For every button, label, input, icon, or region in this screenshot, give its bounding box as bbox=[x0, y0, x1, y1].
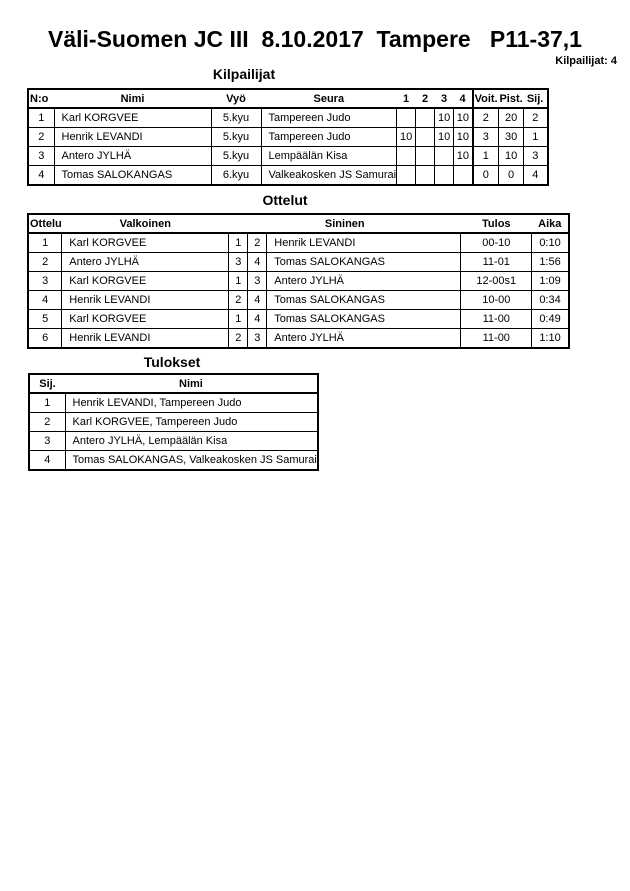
cell-belt: 5.kyu bbox=[211, 147, 261, 166]
cell-club: Lempäälän Kisa bbox=[261, 147, 397, 166]
results-section-title: Tulokset bbox=[143, 354, 201, 370]
cell-club: Tampereen Judo bbox=[261, 128, 397, 147]
result-row bbox=[29, 451, 318, 471]
cell-wins: 3 bbox=[473, 128, 499, 147]
cell-no: 1 bbox=[28, 108, 54, 128]
cell-round-1 bbox=[397, 108, 416, 128]
cell-result: 00-10 bbox=[461, 233, 532, 253]
result-row bbox=[29, 432, 318, 451]
cell-place: 4 bbox=[524, 166, 548, 186]
header-round-2: 2 bbox=[416, 89, 435, 108]
cell-blue-name: Antero JYLHÄ bbox=[267, 329, 461, 349]
cell-result: 11-00 bbox=[461, 329, 532, 349]
cell-name: Henrik LEVANDI, Tampereen Judo bbox=[65, 393, 318, 413]
cell-blue-name: Antero JYLHÄ bbox=[267, 272, 461, 291]
header-wins: Voit. bbox=[473, 89, 499, 108]
cell-round-2 bbox=[416, 128, 435, 147]
header-time: Aika bbox=[532, 214, 569, 233]
cell-white-name: Karl KORGVEE bbox=[62, 310, 229, 329]
cell-round-1 bbox=[397, 166, 416, 186]
cell-match-no: 6 bbox=[28, 329, 62, 349]
header-name: Nimi bbox=[65, 374, 318, 393]
cell-white-name: Karl KORGVEE bbox=[62, 272, 229, 291]
cell-no: 3 bbox=[28, 147, 54, 166]
match-row bbox=[28, 272, 569, 291]
cell-blue-name: Henrik LEVANDI bbox=[267, 233, 461, 253]
cell-white-name: Antero JYLHÄ bbox=[62, 253, 229, 272]
cell-wins: 2 bbox=[473, 108, 499, 128]
cell-points: 10 bbox=[499, 147, 524, 166]
cell-place: 3 bbox=[524, 147, 548, 166]
cell-white-name: Karl KORGVEE bbox=[62, 233, 229, 253]
cell-wins: 0 bbox=[473, 166, 499, 186]
matches-header-row bbox=[28, 214, 569, 233]
cell-round-2 bbox=[416, 147, 435, 166]
cell-white-name: Henrik LEVANDI bbox=[62, 329, 229, 349]
cell-time: 1:09 bbox=[532, 272, 569, 291]
cell-white-no: 1 bbox=[229, 310, 248, 329]
cell-wins: 1 bbox=[473, 147, 499, 166]
cell-blue-no: 3 bbox=[248, 272, 267, 291]
cell-belt: 5.kyu bbox=[211, 128, 261, 147]
cell-name: Henrik LEVANDI bbox=[54, 128, 211, 147]
cell-match-no: 4 bbox=[28, 291, 62, 310]
cell-match-no: 5 bbox=[28, 310, 62, 329]
cell-white-no: 1 bbox=[229, 272, 248, 291]
cell-blue-no: 4 bbox=[248, 310, 267, 329]
header-blue: Sininen bbox=[229, 214, 461, 233]
cell-white-no: 1 bbox=[229, 233, 248, 253]
header-no: N:o bbox=[28, 89, 54, 108]
match-row bbox=[28, 233, 569, 253]
cell-name: Tomas SALOKANGAS, Valkeakosken JS Samurai bbox=[65, 451, 318, 471]
cell-belt: 5.kyu bbox=[211, 108, 261, 128]
cell-round-1: 10 bbox=[397, 128, 416, 147]
cell-time: 1:10 bbox=[532, 329, 569, 349]
cell-round-1 bbox=[397, 147, 416, 166]
cell-time: 0:34 bbox=[532, 291, 569, 310]
match-row bbox=[28, 329, 569, 349]
cell-place: 3 bbox=[29, 432, 65, 451]
cell-points: 20 bbox=[499, 108, 524, 128]
cell-white-no: 3 bbox=[229, 253, 248, 272]
header-round-1: 1 bbox=[397, 89, 416, 108]
header-name: Nimi bbox=[54, 89, 211, 108]
competitor-row bbox=[28, 147, 548, 166]
cell-place: 2 bbox=[524, 108, 548, 128]
competitors-table bbox=[27, 88, 549, 186]
cell-points: 0 bbox=[499, 166, 524, 186]
competitor-row bbox=[28, 166, 548, 186]
cell-place: 2 bbox=[29, 413, 65, 432]
cell-match-no: 3 bbox=[28, 272, 62, 291]
cell-no: 4 bbox=[28, 166, 54, 186]
cell-belt: 6.kyu bbox=[211, 166, 261, 186]
header-round-4: 4 bbox=[454, 89, 473, 108]
cell-blue-name: Tomas SALOKANGAS bbox=[267, 253, 461, 272]
cell-round-4: 10 bbox=[454, 128, 473, 147]
cell-time: 1:56 bbox=[532, 253, 569, 272]
cell-name: Karl KORGVEE, Tampereen Judo bbox=[65, 413, 318, 432]
header-result: Tulos bbox=[461, 214, 532, 233]
page-title: Väli-Suomen JC III 8.10.2017 Tampere P11-37,1 bbox=[48, 26, 582, 52]
competitors-header-row bbox=[28, 89, 548, 108]
cell-match-no: 2 bbox=[28, 253, 62, 272]
header-club: Seura bbox=[261, 89, 397, 108]
header-match: Ottelu bbox=[28, 214, 62, 233]
matches-section-title: Ottelut bbox=[262, 192, 308, 208]
cell-blue-no: 4 bbox=[248, 291, 267, 310]
cell-blue-name: Tomas SALOKANGAS bbox=[267, 310, 461, 329]
cell-match-no: 1 bbox=[28, 233, 62, 253]
cell-result: 12-00s1 bbox=[461, 272, 532, 291]
cell-name: Tomas SALOKANGAS bbox=[54, 166, 211, 186]
header-belt: Vyö bbox=[211, 89, 261, 108]
cell-no: 2 bbox=[28, 128, 54, 147]
header-points: Pist. bbox=[499, 89, 524, 108]
cell-round-3 bbox=[435, 147, 454, 166]
cell-place: 1 bbox=[524, 128, 548, 147]
cell-round-4: 10 bbox=[454, 147, 473, 166]
competitor-row bbox=[28, 128, 548, 147]
cell-name: Antero JYLHÄ, Lempäälän Kisa bbox=[65, 432, 318, 451]
cell-blue-no: 4 bbox=[248, 253, 267, 272]
cell-time: 0:49 bbox=[532, 310, 569, 329]
cell-blue-no: 3 bbox=[248, 329, 267, 349]
cell-round-2 bbox=[416, 108, 435, 128]
result-row bbox=[29, 413, 318, 432]
cell-round-3 bbox=[435, 166, 454, 186]
header-white: Valkoinen bbox=[62, 214, 229, 233]
cell-blue-no: 2 bbox=[248, 233, 267, 253]
header-place: Sij. bbox=[29, 374, 65, 393]
cell-result: 10-00 bbox=[461, 291, 532, 310]
match-row bbox=[28, 253, 569, 272]
cell-white-name: Henrik LEVANDI bbox=[62, 291, 229, 310]
result-row bbox=[29, 393, 318, 413]
cell-result: 11-00 bbox=[461, 310, 532, 329]
participants-count: Kilpailijat: 4 bbox=[555, 55, 617, 67]
header-place: Sij. bbox=[524, 89, 548, 108]
cell-blue-name: Tomas SALOKANGAS bbox=[267, 291, 461, 310]
cell-round-2 bbox=[416, 166, 435, 186]
cell-club: Tampereen Judo bbox=[261, 108, 397, 128]
cell-result: 11-01 bbox=[461, 253, 532, 272]
cell-name: Antero JYLHÄ bbox=[54, 147, 211, 166]
cell-time: 0:10 bbox=[532, 233, 569, 253]
cell-name: Karl KORGVEE bbox=[54, 108, 211, 128]
cell-club: Valkeakosken JS Samurai bbox=[261, 166, 397, 186]
cell-round-4: 10 bbox=[454, 108, 473, 128]
cell-round-3: 10 bbox=[435, 128, 454, 147]
match-row bbox=[28, 291, 569, 310]
results-header-row bbox=[29, 374, 318, 393]
competitor-row bbox=[28, 108, 548, 128]
matches-table bbox=[27, 213, 570, 349]
cell-points: 30 bbox=[499, 128, 524, 147]
match-row bbox=[28, 310, 569, 329]
competitors-section-title: Kilpailijat bbox=[212, 66, 276, 82]
cell-round-3: 10 bbox=[435, 108, 454, 128]
header-round-3: 3 bbox=[435, 89, 454, 108]
results-table bbox=[28, 373, 319, 471]
cell-place: 1 bbox=[29, 393, 65, 413]
cell-round-4 bbox=[454, 166, 473, 186]
cell-white-no: 2 bbox=[229, 291, 248, 310]
cell-place: 4 bbox=[29, 451, 65, 471]
cell-white-no: 2 bbox=[229, 329, 248, 349]
